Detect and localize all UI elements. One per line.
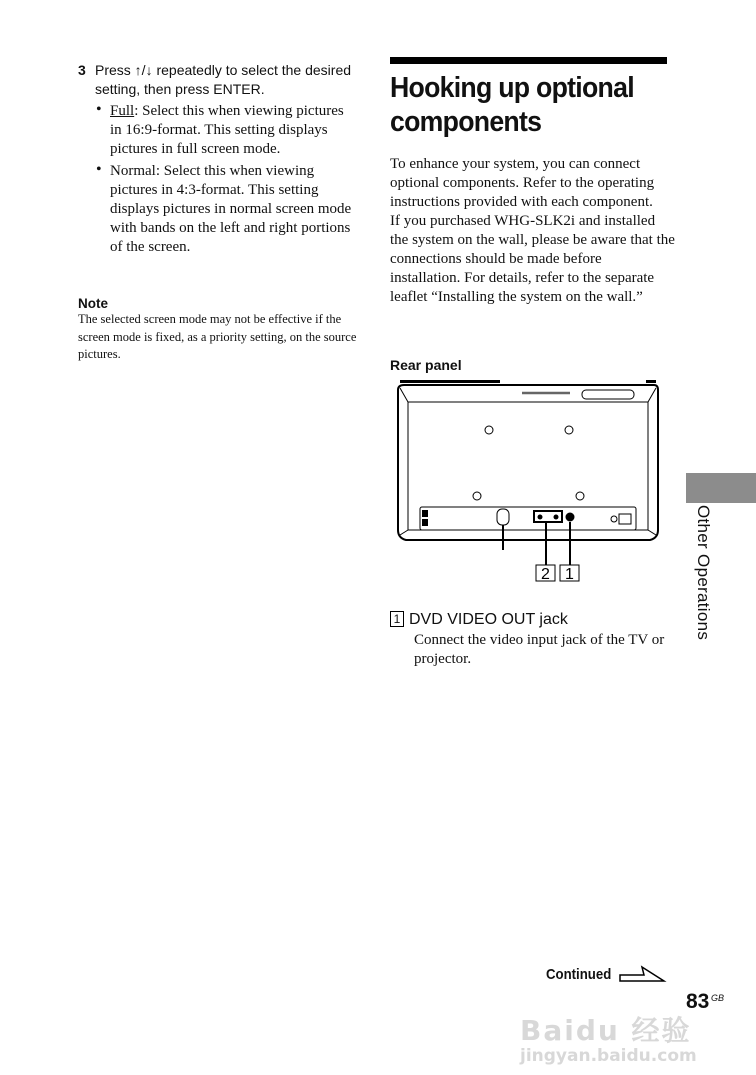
- side-tab-label: Other Operations: [694, 505, 713, 641]
- step-3: [78, 61, 358, 257]
- callout-1-label: 1: [565, 566, 574, 583]
- note-text: The selected screen mode may not be effective if the screen mode is fixed, as a priority setting, on the source pictures.: [78, 312, 357, 361]
- bullet-icon: •: [96, 101, 102, 118]
- note: [78, 296, 363, 364]
- bullet-term: Full: [110, 103, 135, 119]
- item-title: DVD VIDEO OUT jack: [409, 611, 568, 628]
- page-number: 83: [686, 990, 710, 1013]
- bullet-full: [96, 101, 358, 159]
- note-heading: Note: [78, 296, 108, 311]
- item-heading: [390, 611, 670, 629]
- side-tab-marker: [686, 473, 756, 503]
- callout-2-label: 2: [541, 566, 550, 583]
- section-rule: [390, 57, 667, 64]
- intro-paragraph-2: If you purchased WHG-SLK2i and installed the system on the wall, please be aware that the connections should be made before installation. For details, refer to the separate leaflet “Installing the system on the wall.”: [390, 213, 675, 305]
- step-text: Press ↑/↓ repeatedly to select the desired setting, then press ENTER.: [95, 62, 352, 97]
- page-suffix: GB: [711, 993, 725, 1003]
- section-title: Hooking up optional components: [390, 72, 634, 138]
- continued-label: Continued: [546, 966, 612, 983]
- bullet-normal: [96, 161, 358, 257]
- item-dvd-video-out: [390, 611, 670, 669]
- baidu-watermark: [520, 1016, 697, 1065]
- step-number: 3: [78, 62, 86, 78]
- bullet-icon: •: [96, 161, 102, 178]
- bullet-text: : Select this when viewing pictures in 16:9-format. This setting displays pictures in full screen mode.: [110, 103, 344, 157]
- item-desc: Connect the video input jack of the TV or projector.: [414, 632, 665, 667]
- watermark-line-1: Baidu 经验: [520, 1014, 692, 1047]
- item-number: 1: [390, 611, 404, 627]
- intro-paragraph-1: To enhance your system, you can connect optional components. Refer to the operating instructions provided with each component.: [390, 156, 655, 210]
- rear-panel-illustration: [396, 380, 662, 585]
- rear-panel-label: Rear panel: [390, 357, 462, 373]
- watermark-line-2: jingyan.baidu.com: [520, 1045, 697, 1066]
- section-intro: [390, 155, 675, 307]
- bullet-text: Normal: Select this when viewing pictures in 4:3-format. This setting displays pictures in normal screen mode with bands on the left and right portions of the screen.: [110, 163, 352, 255]
- continued-arrow-icon: [618, 963, 668, 985]
- rear-panel-diagram: [396, 380, 662, 590]
